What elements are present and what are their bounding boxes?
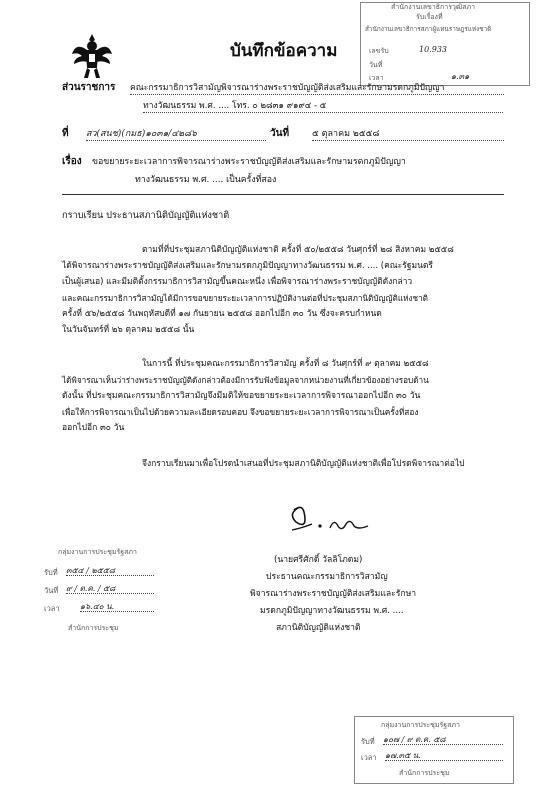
ref-number: สว(สนช)(กมธ)๑๐๓๑/๔๒๘๖ bbox=[86, 128, 266, 141]
subject-label: เรื่อง bbox=[62, 156, 82, 167]
bottom-receipt-stamp bbox=[354, 716, 514, 784]
paragraph-line: ในวันจันทร์ที่ ๒๖ ตุลาคม ๒๕๕๘ นั้น bbox=[62, 325, 195, 335]
header-divider bbox=[62, 194, 504, 195]
paragraph-line: ครั้งที่ ๕๖/๒๕๕๘ วันพฤหัสบดีที่ ๑๗ กันยายน ๒๕๕๘ ออกไปอีก ๓๐ วัน ซึ่งจะครบกำหนด bbox=[62, 309, 382, 319]
stamp-receipt-value: 10.933 bbox=[419, 45, 447, 54]
paragraph-line: ได้พิจารณาเห็นว่าร่างพระราชบัญญัติดังกล่าวต้องมีการรับฟังข้อมูลจากหน่วยงานที่เกี่ยวข้องอย่างรอบด้าน bbox=[62, 375, 429, 385]
stamp-time-value: ๑๗.๓๕ น. bbox=[385, 751, 503, 761]
agency-label: ส่วนราชการ bbox=[62, 82, 116, 93]
signature-block bbox=[250, 552, 510, 637]
paragraph-1 bbox=[62, 242, 504, 338]
left-receipt-stamp bbox=[40, 542, 160, 638]
stamp-title: กลุ่มงานการประชุมรัฐสภา bbox=[58, 548, 137, 556]
stamp-receipt-label: เลขรับ bbox=[369, 47, 389, 55]
ref-label: ที่ bbox=[62, 128, 69, 139]
subject-line-2: ทางวัฒนธรรม พ.ศ. .... เป็นครั้งที่สอง bbox=[135, 175, 277, 185]
paragraph-line: ในการนี้ ที่ประชุมคณะกรรมาธิการวิสามัญ ครั้งที่ ๘ วันศุกร์ที่ ๙ ตุลาคม ๒๕๕๘ bbox=[142, 359, 429, 369]
stamp-time-label: เวลา bbox=[361, 753, 377, 762]
stamp-footer: สำนักการประชุม bbox=[68, 624, 119, 632]
date-label: วันที่ bbox=[270, 128, 290, 139]
stamp-time-value: ๑๖.๔๐ น. bbox=[80, 602, 154, 612]
signature-mark bbox=[268, 500, 378, 544]
stamp-line: รับเรื่องที่ bbox=[416, 13, 443, 21]
garuda-emblem-icon bbox=[70, 32, 114, 80]
stamp-recv-value: ๑๐๗ / ๙ ต.ค. ๕๘ bbox=[383, 735, 503, 745]
signatory-title: มรดกภูมิปัญญาทางวัฒนธรรม พ.ศ. .... bbox=[260, 606, 404, 616]
receipt-stamp bbox=[360, 2, 530, 86]
paragraph-line: เพื่อให้การพิจารณาเป็นไปด้วยความละเอียดรอบคอบ จึงขอขยายระยะเวลาการพิจารณาเป็นครั้งที่สอง bbox=[62, 407, 419, 417]
signatory-title: สภานิติบัญญัติแห่งชาติ bbox=[276, 623, 361, 633]
agency-line-2: ทางวัฒนธรรม พ.ศ. .... โทร. ๐ ๒๘๓๑ ๙๑๙๔ - ๕ bbox=[143, 100, 503, 113]
stamp-time-label: เวลา bbox=[369, 74, 384, 82]
subject-line-1: ขอขยายระยะเวลาการพิจารณาร่างพระราชบัญญัติส่งเสริมและรักษามรดกภูมิปัญญา bbox=[92, 157, 406, 167]
stamp-line: สำนักงานเลขาธิการสภาผู้แทนราษฎรแห่งชาติ bbox=[365, 25, 492, 33]
paragraph-2 bbox=[62, 356, 504, 436]
paragraph-line: ได้พิจารณาร่างพระราชบัญญัติส่งเสริมและรักษามรดกภูมิปัญญาทางวัฒนธรรม พ.ศ. .... (คณะรัฐมนตรี bbox=[62, 261, 433, 271]
closing-line: จึงกราบเรียนมาเพื่อโปรดนำเสนอที่ประชุมสภานิติบัญญัติแห่งชาติเพื่อโปรดพิจารณาต่อไป bbox=[142, 459, 465, 469]
signatory-name: (นายศรีศักดิ์ วัลลิโภดม) bbox=[274, 555, 363, 565]
signatory-title: ประธานคณะกรรมาธิการวิสามัญ bbox=[266, 572, 388, 582]
stamp-time-label: เวลา bbox=[44, 604, 60, 613]
paragraph-line: ดังนั้น ที่ประชุมคณะกรรมาธิการวิสามัญจึงมีมติให้ขอขยายระยะเวลาการพิจารณาออกไปอีก ๓๐ วัน bbox=[62, 391, 421, 401]
stamp-footer: สำนักการประชุม bbox=[399, 769, 450, 777]
stamp-line: สำนักงานเลขาธิการวุฒิสภา bbox=[391, 3, 476, 11]
date-value: ๕ ตุลาคม ๒๕๕๘ bbox=[312, 128, 504, 141]
signatory-title: พิจารณาร่างพระราชบัญญัติส่งเสริมและรักษา bbox=[250, 589, 417, 599]
stamp-recv-label: รับที่ bbox=[361, 737, 375, 746]
stamp-recv-value: ๓๕๔ / ๒๕๕๘ bbox=[66, 566, 154, 576]
paragraph-line: ตามที่ที่ประชุมสภานิติบัญญัติแห่งชาติ ครั้งที่ ๕๐/๒๕๕๘ วันศุกร์ที่ ๒๘ สิงหาคม ๒๕๕๘ bbox=[142, 245, 454, 255]
paragraph-line: และคณะกรรมาธิการวิสามัญได้มีการขอขยายระยะเวลาการปฏิบัติงานต่อที่ประชุมสภานิติบัญญัติแห่งชาติ bbox=[62, 293, 428, 303]
document-title: บันทึกข้อความ bbox=[230, 41, 338, 61]
paragraph-line: ออกไปอีก ๓๐ วัน bbox=[62, 423, 125, 433]
paragraph-line: เป็นผู้เสนอ) และมีมติตั้งกรรมาธิการวิสามัญขึ้นคณะหนึ่ง เพื่อพิจารณาร่างพระราชบัญญัติดังกล่าว bbox=[62, 277, 413, 287]
stamp-date-label: วันที่ bbox=[44, 586, 59, 595]
agency-line-1: คณะกรรมาธิการวิสามัญพิจารณาร่างพระราชบัญญัติส่งเสริมและรักษามรดกภูมิปัญญา bbox=[130, 82, 504, 95]
stamp-date-value: ๙ / ต.ค. / ๕๘ bbox=[66, 584, 154, 594]
stamp-title: กลุ่มงานการประชุมรัฐสภา bbox=[381, 721, 460, 729]
stamp-date-label: วันที่ bbox=[369, 61, 383, 69]
salutation: กราบเรียน ประธานสภานิติบัญญัติแห่งชาติ bbox=[62, 210, 230, 221]
stamp-recv-label: รับที่ bbox=[44, 568, 58, 577]
stamp-time-value: ๑.๓๑ bbox=[451, 72, 470, 81]
